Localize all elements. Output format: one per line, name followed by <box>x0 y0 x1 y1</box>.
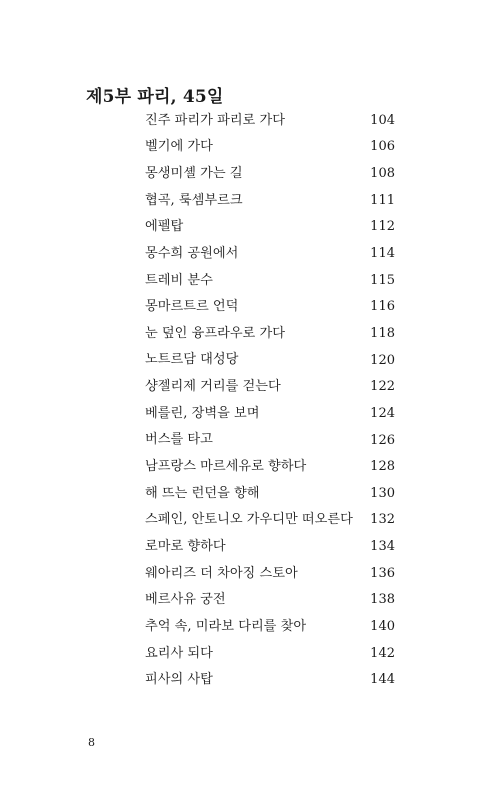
toc-entry <box>145 267 395 294</box>
toc-entry <box>145 293 395 320</box>
toc-entry <box>145 480 395 507</box>
toc-entry-title: 진주 파리가 파리로 가다 <box>145 112 285 128</box>
toc-entry-page: 132 <box>370 512 395 528</box>
toc-entry <box>145 587 395 614</box>
page-number: 8 <box>88 736 95 749</box>
toc-entry <box>145 107 395 134</box>
toc-entry-page: 108 <box>370 166 395 182</box>
toc-entry <box>145 560 395 587</box>
toc-entry <box>145 640 395 667</box>
toc-entry-title: 눈 덮인 융프라우로 가다 <box>145 325 285 341</box>
toc-entry-page: 144 <box>370 672 395 688</box>
toc-entry-title: 몽마르트르 언덕 <box>145 299 239 315</box>
toc-entry <box>145 214 395 241</box>
toc-entry-page: 124 <box>370 405 395 421</box>
toc-entry-page: 134 <box>370 539 395 555</box>
toc-entry-page: 118 <box>370 325 395 341</box>
toc-entry-title: 요리사 되다 <box>145 645 213 661</box>
part-heading: 제5부 파리, 45일 <box>86 87 224 107</box>
toc-entry-title: 버스를 타고 <box>145 432 213 448</box>
toc-entry-title: 남프랑스 마르세유로 향하다 <box>145 459 307 475</box>
toc-entry <box>145 666 395 693</box>
toc-entry-page: 116 <box>370 299 395 315</box>
toc-entry-title: 로마로 향하다 <box>145 538 226 554</box>
toc-entry <box>145 400 395 427</box>
toc-entry-page: 126 <box>370 432 395 448</box>
toc-entry-title: 추억 속, 미라보 다리를 찾아 <box>145 618 307 634</box>
toc-entry-page: 142 <box>370 645 395 661</box>
table-of-contents <box>145 107 395 693</box>
toc-entry-title: 벨기에 가다 <box>145 139 213 155</box>
toc-entry-title: 협곡, 룩셈부르크 <box>145 192 243 208</box>
toc-entry-page: 106 <box>370 139 395 155</box>
toc-entry-title: 베를린, 장벽을 보며 <box>145 405 260 421</box>
toc-entry-page: 111 <box>370 192 395 208</box>
toc-entry-title: 웨아리즈 더 차아징 스토아 <box>145 565 298 581</box>
toc-entry-page: 128 <box>370 459 395 475</box>
toc-entry-title: 베르사유 궁전 <box>145 592 226 608</box>
toc-entry-title: 몽생미셸 가는 길 <box>145 166 243 181</box>
toc-entry <box>145 533 395 560</box>
toc-entry-page: 112 <box>370 219 395 235</box>
toc-entry-page: 136 <box>370 565 395 581</box>
toc-entry-page: 114 <box>370 246 395 262</box>
toc-entry-page: 120 <box>370 352 395 368</box>
toc-entry-title: 노트르담 대성당 <box>145 352 239 368</box>
toc-entry-page: 104 <box>370 112 395 128</box>
toc-entry <box>145 320 395 347</box>
toc-entry-title: 트레비 분수 <box>145 272 213 288</box>
toc-entry <box>145 373 395 400</box>
toc-entry <box>145 613 395 640</box>
toc-entry <box>145 347 395 374</box>
toc-entry-page: 122 <box>370 379 395 395</box>
toc-entry <box>145 134 395 161</box>
toc-entry-title: 피사의 사탑 <box>145 672 213 688</box>
toc-entry-page: 130 <box>370 485 395 501</box>
toc-entry-title: 해 뜨는 런던을 향해 <box>145 485 260 501</box>
toc-entry-title: 샹젤리제 거리를 걷는다 <box>145 379 281 395</box>
toc-entry-title: 스페인, 안토니오 가우디만 떠오른다 <box>145 512 353 528</box>
toc-entry-title: 몽수희 공원에서 <box>145 245 239 261</box>
toc-entry <box>145 507 395 534</box>
toc-entry-page: 115 <box>370 272 395 288</box>
toc-entry <box>145 240 395 267</box>
toc-entry <box>145 160 395 187</box>
toc-entry <box>145 427 395 454</box>
toc-entry-title: 에펠탑 <box>145 219 184 235</box>
toc-entry-page: 138 <box>370 592 395 608</box>
toc-entry <box>145 453 395 480</box>
toc-entry <box>145 187 395 214</box>
toc-entry-page: 140 <box>370 618 395 634</box>
